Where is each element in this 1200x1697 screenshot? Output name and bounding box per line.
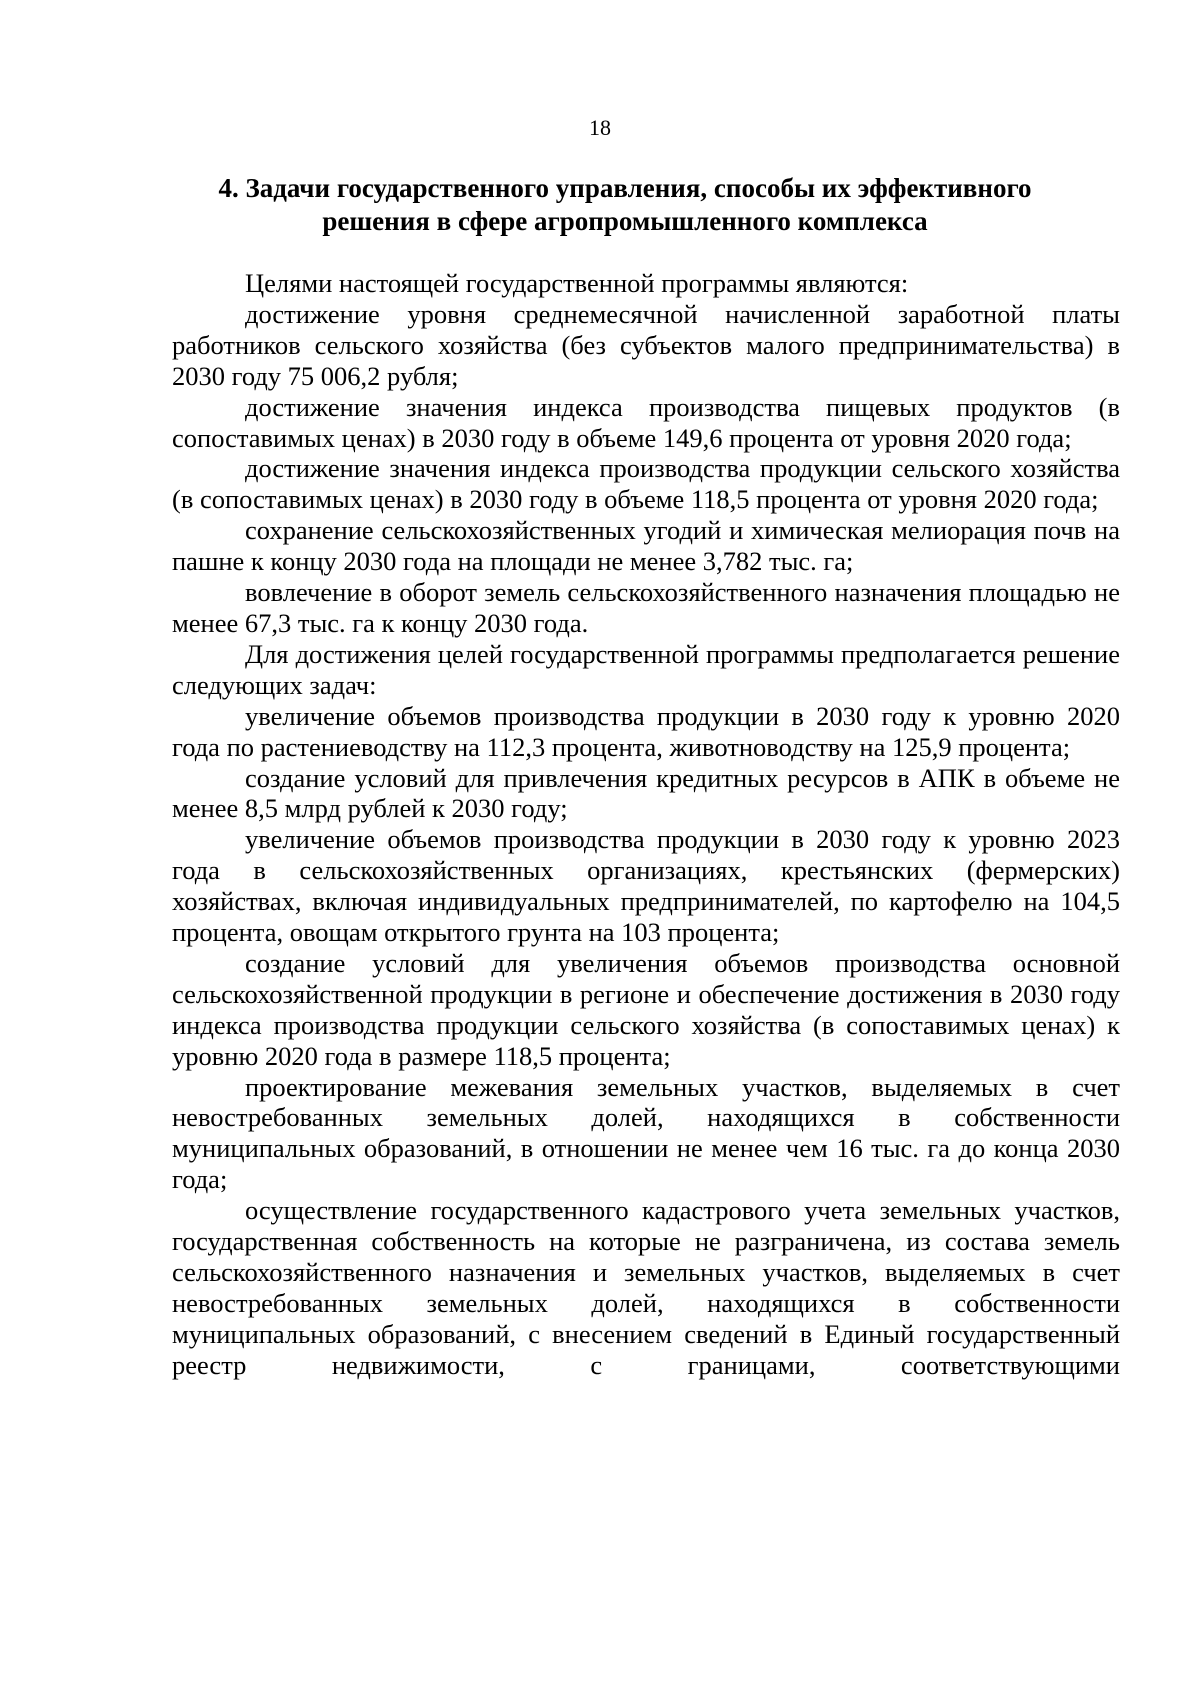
paragraph-tasks-intro: Для достижения целей государственной программы предполагается решение следующих задач: [172,638,1120,700]
page-number: 18 [589,115,611,140]
paragraph-task-production-growth: увеличение объемов производства продукции в 2030 году к уровню 2020 года по растениеводству на 112,3 процента, животноводству на 125,9 процента; [172,700,1120,762]
paragraph-goal-food-index: достижение значения индекса производства пищевых продуктов (в сопоставимых ценах) в 2030 году в объеме 149,6 процента от уровня 2020 года; [172,391,1120,453]
paragraph-goals-intro: Целями настоящей государственной программы являются: [245,268,909,298]
section-heading [160,172,1090,238]
paragraph-task-potato-vegetables: увеличение объемов производства продукции в 2030 году к уровню 2023 года в сельскохозяйственных организациях, крестьянских (фермерских) хозяйствах, включая индивидуальных предпринимателей, по картофелю на 104,5 процента, овощам открытого грунта на 103 процента; [172,824,1120,948]
body-text [172,268,1120,1381]
paragraph-task-land-surveying: проектирование межевания земельных участков, выделяемых в счет невостребованных земельных долей, находящихся в собственности муниципальных образований, в отношении не менее чем 16 тыс. га до конца 2030 года; [172,1071,1120,1195]
paragraph-task-cadastral-registration: осуществление государственного кадастрового учета земельных участков, государственная собственность на которые не разграничена, из состава земель сельскохозяйственного назначения и земельных участков, выделяемых в счет невостребованных земельных долей, находящихся в собственности муниципальных образований, с внесением сведений в Единый государственный реестр недвижимости, с границами, соответствующими [172,1195,1120,1380]
paragraph-task-credit: создание условий для привлечения кредитных ресурсов в АПК в объеме не менее 8,5 млрд рублей к 2030 году; [172,762,1120,824]
section-heading-line-1: 4. Задачи государственного управления, способы их эффективного [218,173,1032,203]
paragraph-goal-land-circulation: вовлечение в оборот земель сельскохозяйственного назначения площадью не менее 67,3 тыс. га к концу 2030 года. [172,577,1120,638]
paragraph-task-basic-production: создание условий для увеличения объемов производства основной сельскохозяйственной продукции в регионе и обеспечение достижения в 2030 году индекса производства продукции сельского хозяйства (в сопоставимых ценах) к уровню 2020 года в размере 118,5 процента; [172,947,1120,1071]
paragraph-goal-land-preservation: сохранение сельскохозяйственных угодий и химическая мелиорация почв на пашне к концу 2030 года на площади не менее 3,782 тыс. га; [172,515,1120,577]
paragraph-goal-agri-index: достижение значения индекса производства продукции сельского хозяйства (в сопоставимых ценах) в 2030 году в объеме 118,5 процента от уровня 2020 года; [172,453,1120,515]
section-heading-line-2: решения в сфере агропромышленного комплекса [322,206,928,236]
paragraph-goal-salary: достижение уровня среднемесячной начисленной заработной платы работников сельского хозяйства (без субъектов малого предпринимательства) в 2030 году 75 006,2 рубля; [172,298,1120,391]
